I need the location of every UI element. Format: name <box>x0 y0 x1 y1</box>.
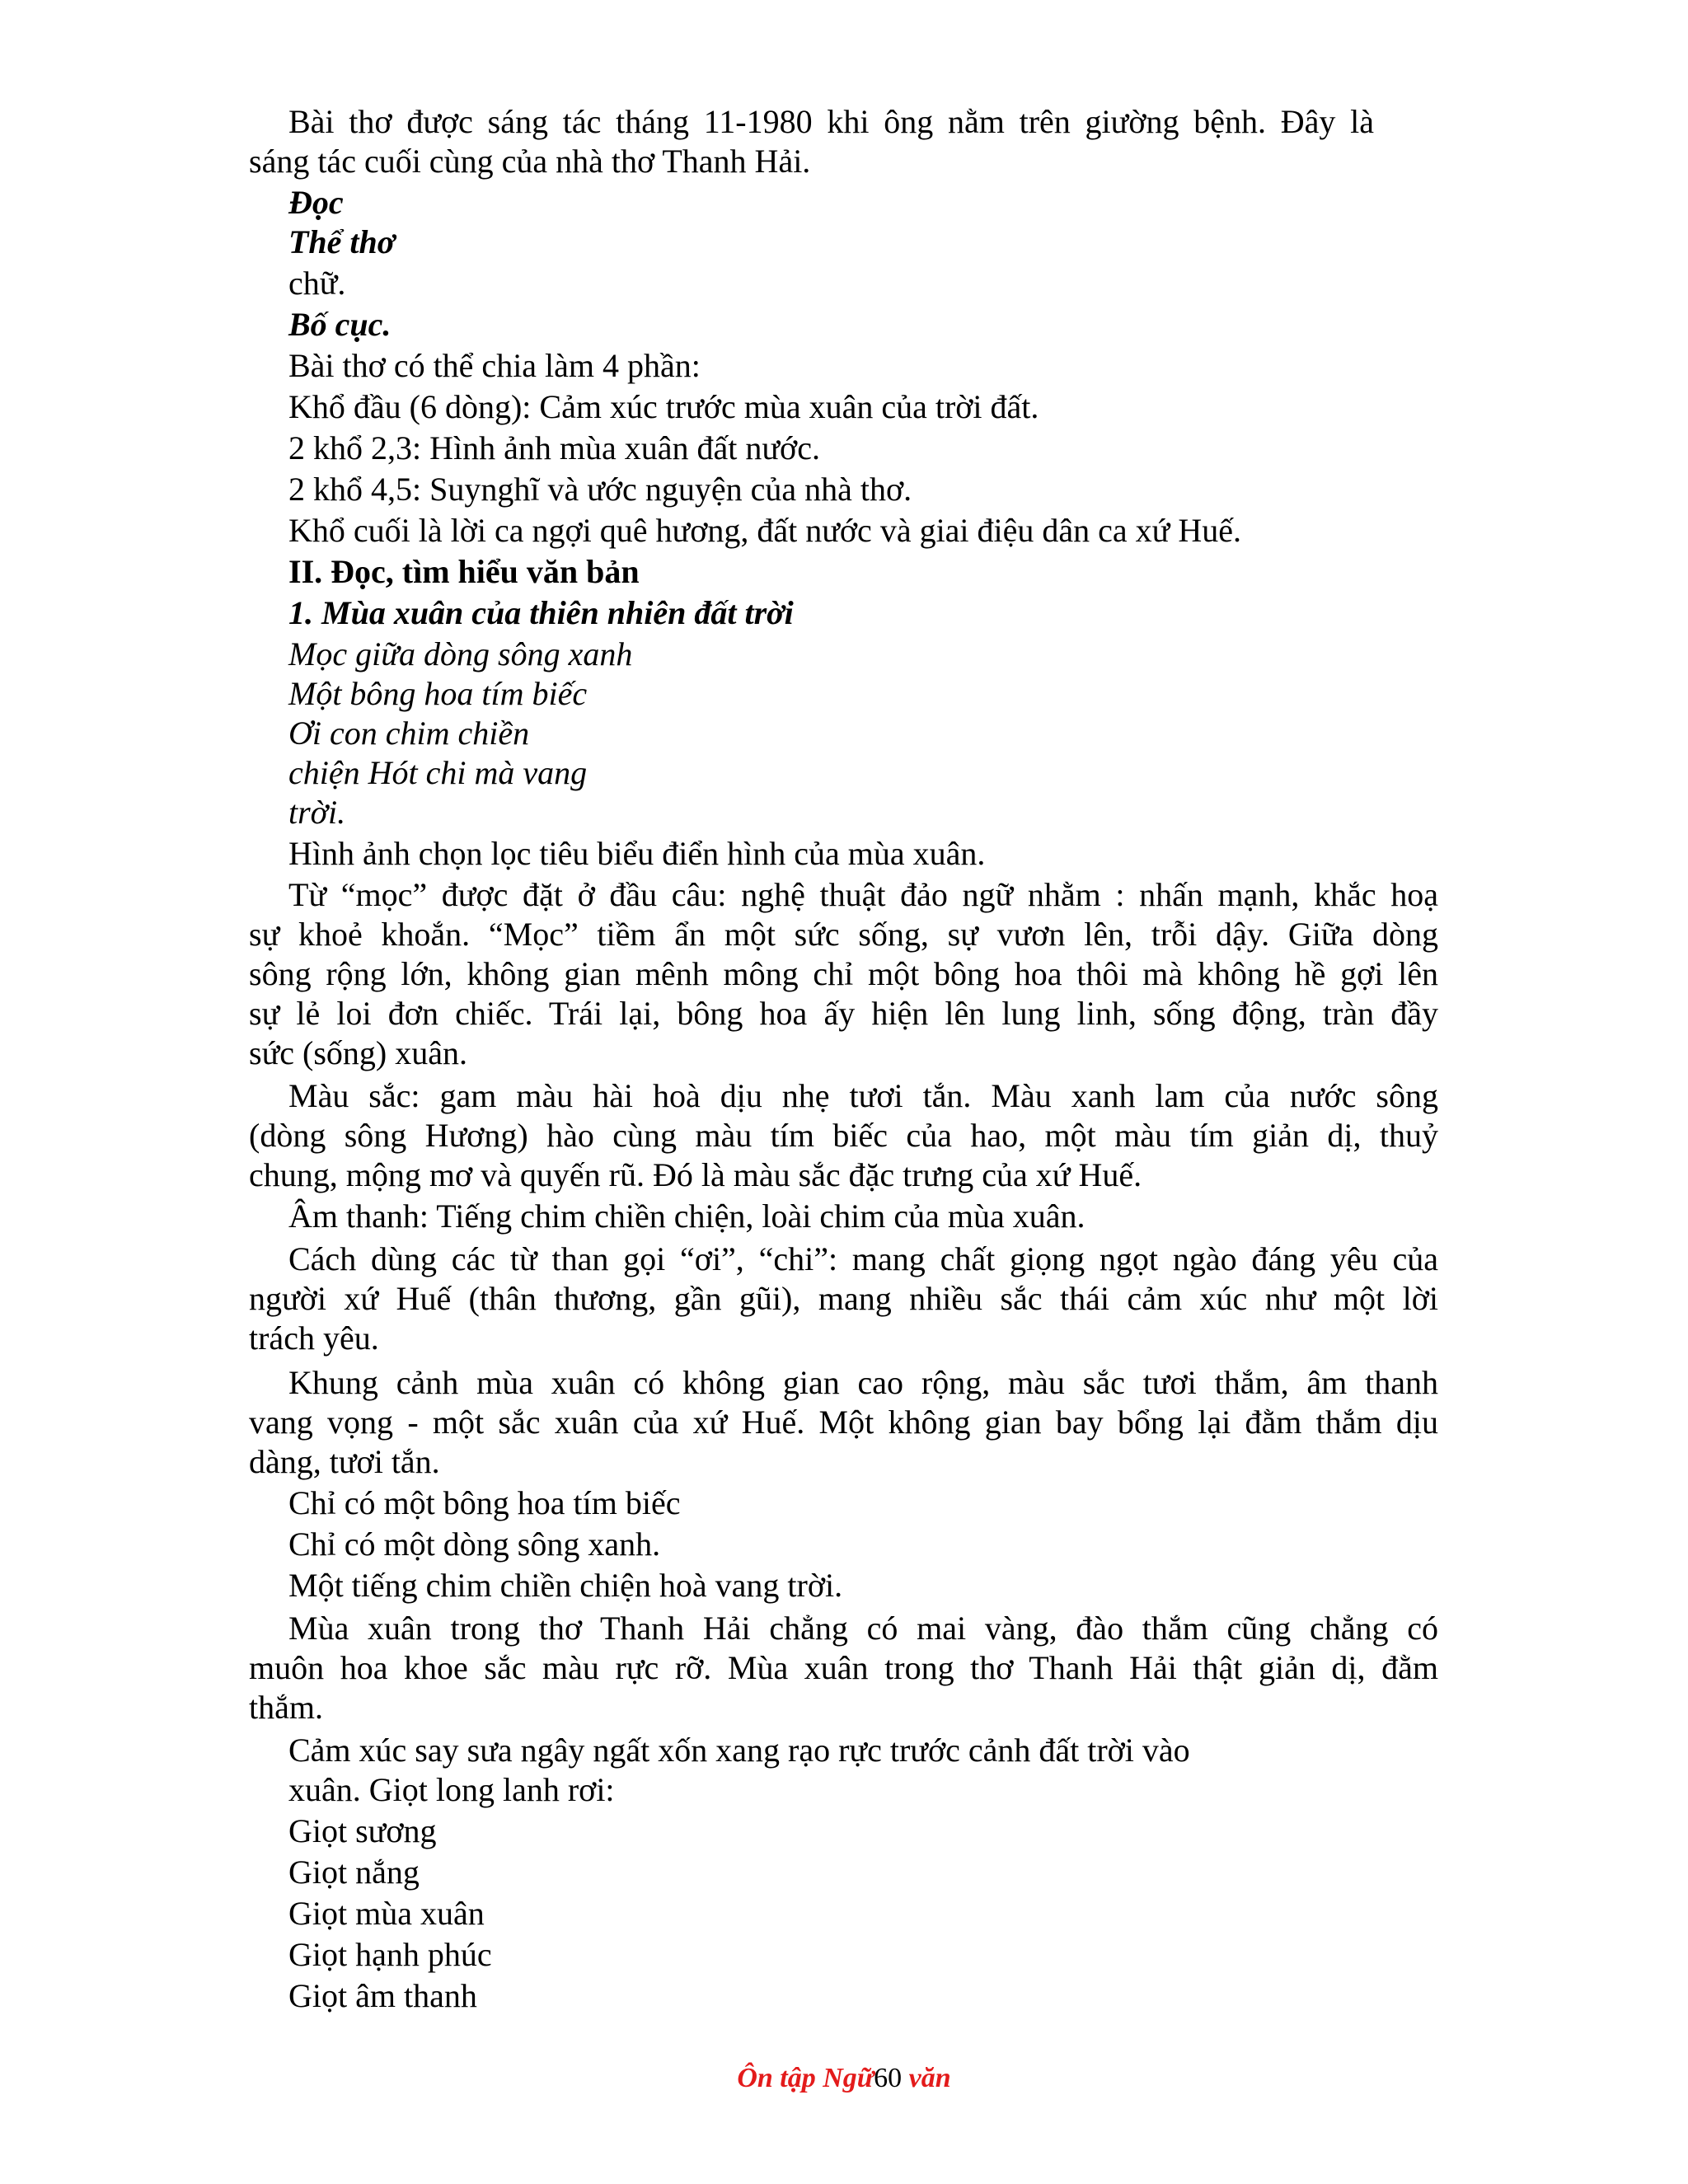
page-number: 60 <box>874 2063 903 2093</box>
paragraph-line: sự khoẻ khoắn. “Mọc” tiềm ẩn một sức sống, sự vươn lên, trỗi dậy. Giữa dòng <box>249 916 1438 953</box>
poem-line: Ơi con chim chiền <box>288 715 530 752</box>
paragraph-line: thắm. <box>249 1689 323 1726</box>
list-item: Giọt sương <box>288 1812 437 1849</box>
heading-doc: Đọc <box>288 184 344 221</box>
poem-line: Một bông hoa tím biếc <box>288 675 588 712</box>
paragraph-line: người xứ Huế (thân thương, gần gũi), mang nhiều sắc thái cảm xúc như một lời <box>249 1280 1438 1317</box>
bo-cuc-item: Khổ đầu (6 dòng): Cảm xúc trước mùa xuân của trời đất. <box>288 388 1039 425</box>
subsection-heading: 1. Mùa xuân của thiên nhiên đất trời <box>288 594 794 631</box>
footer-title-left: Ôn tập Ngữ <box>737 2063 874 2093</box>
paragraph-line: sự lẻ loi đơn chiếc. Trái lại, bông hoa ấy hiện lên lung linh, sống động, tràn đầy <box>249 995 1438 1032</box>
poem-line: chiện Hót chi mà vang <box>288 754 588 791</box>
paragraph-line: (dòng sông Hương) hào cùng màu tím biếc của hao, một màu tím giản dị, thuỷ <box>249 1117 1438 1154</box>
paragraph-line: Cách dùng các từ than gọi “ơi”, “chi”: mang chất giọng ngọt ngào đáng yêu của <box>288 1240 1438 1277</box>
paragraph-line: Hình ảnh chọn lọc tiêu biểu điển hình của mùa xuân. <box>288 835 986 872</box>
poem-line: Mọc giữa dòng sông xanh <box>288 635 633 673</box>
poem-line: Chỉ có một dòng sông xanh. <box>288 1526 661 1563</box>
paragraph-line: Từ “mọc” được đặt ở đầu câu: nghệ thuật đảo ngữ nhằm : nhấn mạnh, khắc hoạ <box>288 876 1438 913</box>
paragraph-line: Âm thanh: Tiếng chim chiền chiện, loài chim của mùa xuân. <box>288 1197 1085 1235</box>
bo-cuc-item: Bài thơ có thể chia làm 4 phần: <box>288 347 701 384</box>
paragraph-line: chung, mộng mơ và quyến rũ. Đó là màu sắc đặc trưng của xứ Huế. <box>249 1156 1142 1193</box>
list-item: Giọt hạnh phúc <box>288 1936 492 1973</box>
poem-line: Một tiếng chim chiền chiện hoà vang trời. <box>288 1567 843 1604</box>
paragraph-line: trách yêu. <box>249 1319 379 1357</box>
paragraph-line: vang vọng - một sắc xuân của xứ Huế. Một không gian bay bổng lại đằm thắm dịu <box>249 1404 1438 1441</box>
list-item: Giọt nắng <box>288 1854 420 1891</box>
bo-cuc-item: 2 khổ 4,5: Suynghĩ và ước nguyện của nhà thơ. <box>288 471 912 508</box>
paragraph-line: muôn hoa khoe sắc màu rực rỡ. Mùa xuân trong thơ Thanh Hải thật giản dị, đằm <box>249 1649 1438 1686</box>
bo-cuc-item: Khổ cuối là lời ca ngợi quê hương, đất nước và giai điệu dân ca xứ Huế. <box>288 512 1241 549</box>
paragraph-line: sông rộng lớn, không gian mênh mông chỉ một bông hoa thôi mà không hề gợi lên <box>249 955 1438 992</box>
intro-line: sáng tác cuối cùng của nhà thơ Thanh Hải. <box>249 143 811 180</box>
paragraph-line: Cảm xúc say sưa ngây ngất xốn xang rạo rực trước cảnh đất trời vào <box>288 1732 1190 1769</box>
paragraph-line: sức (sống) xuân. <box>249 1034 467 1071</box>
poem-line: trời. <box>288 794 346 831</box>
footer-title-right: văn <box>902 2063 951 2093</box>
paragraph-line: Mùa xuân trong thơ Thanh Hải chẳng có mai vàng, đào thắm cũng chẳng có <box>288 1610 1438 1647</box>
list-item: Giọt mùa xuân <box>288 1895 485 1932</box>
heading-bo-cuc: Bố cục. <box>288 306 392 343</box>
heading-the-tho: Thể thơ <box>288 223 396 260</box>
the-tho-text: chữ. <box>288 265 346 302</box>
bo-cuc-item: 2 khổ 2,3: Hình ảnh mùa xuân đất nước. <box>288 429 820 466</box>
paragraph-line: Màu sắc: gam màu hài hoà dịu nhẹ tươi tắn. Màu xanh lam của nước sông <box>288 1077 1438 1114</box>
list-item: Giọt âm thanh <box>288 1977 477 2014</box>
paragraph-line: Khung cảnh mùa xuân có không gian cao rộng, màu sắc tươi thắm, âm thanh <box>288 1364 1438 1401</box>
paragraph-line: dàng, tươi tắn. <box>249 1443 440 1480</box>
section-heading: II. Đọc, tìm hiểu văn bản <box>288 553 640 590</box>
intro-line: Bài thơ được sáng tác tháng 11-1980 khi ông nằm trên giường bệnh. Đây là <box>288 103 1374 140</box>
page-footer <box>0 2062 1688 2095</box>
poem-line: Chỉ có một bông hoa tím biếc <box>288 1484 681 1521</box>
paragraph-line: xuân. Giọt long lanh rơi: <box>288 1771 615 1808</box>
